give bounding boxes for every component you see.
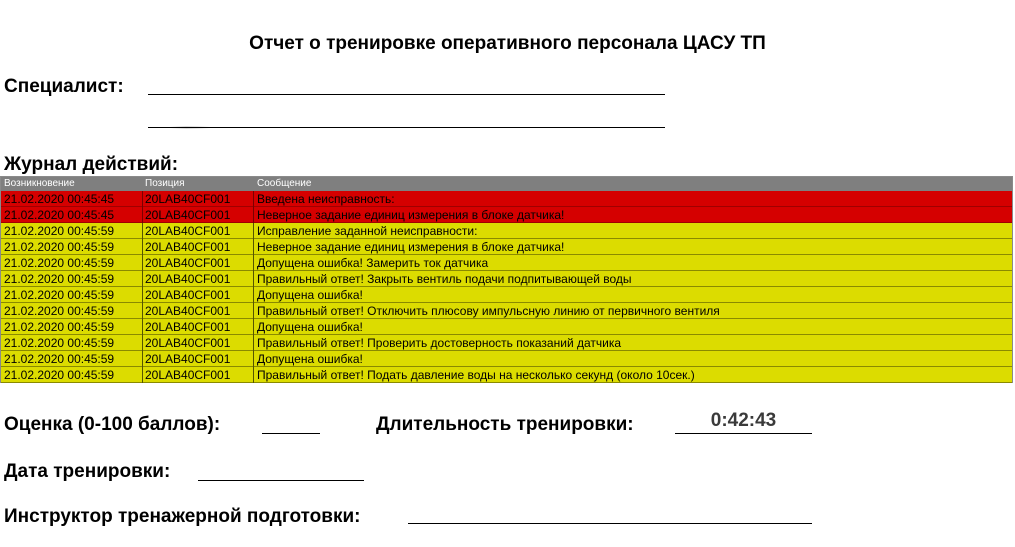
duration-value: 0:42:43 bbox=[710, 410, 777, 431]
column-separator bbox=[142, 255, 143, 271]
instructor-line bbox=[408, 523, 812, 524]
duration-label: Длительность тренировки: bbox=[376, 414, 634, 435]
score-line bbox=[262, 433, 320, 434]
log-cell-time: 21.02.2020 00:45:59 bbox=[4, 336, 115, 350]
log-cell-message: Исправление заданной неисправности: bbox=[257, 224, 478, 238]
log-cell-message: Правильный ответ! Подать давление воды на несколько секунд (около 10сек.) bbox=[257, 368, 695, 382]
column-separator bbox=[142, 271, 143, 287]
column-separator bbox=[142, 207, 143, 223]
column-separator bbox=[142, 191, 143, 207]
column-separator bbox=[142, 287, 143, 303]
log-row[interactable] bbox=[1, 271, 1012, 287]
log-row[interactable] bbox=[1, 223, 1012, 239]
log-cell-message: Неверное задание единиц измерения в блоке датчика! bbox=[257, 208, 565, 222]
log-cell-position: 20LAB40CF001 bbox=[145, 208, 231, 222]
log-cell-position: 20LAB40CF001 bbox=[145, 320, 231, 334]
log-cell-message: Неверное задание единиц измерения в блоке датчика! bbox=[257, 240, 565, 254]
column-separator bbox=[142, 223, 143, 239]
date-label: Дата тренировки: bbox=[4, 461, 171, 482]
log-cell-message: Правильный ответ! Проверить достоверность показаний датчика bbox=[257, 336, 622, 350]
specialist-signature-line bbox=[148, 94, 665, 95]
column-separator bbox=[142, 239, 143, 255]
log-row[interactable] bbox=[1, 335, 1012, 351]
column-separator bbox=[253, 223, 254, 239]
log-cell-position: 20LAB40CF001 bbox=[145, 240, 231, 254]
log-cell-time: 21.02.2020 00:45:45 bbox=[4, 208, 115, 222]
log-row[interactable] bbox=[1, 239, 1012, 255]
date-line bbox=[198, 480, 364, 481]
log-cell-message: Введена неисправность: bbox=[257, 192, 395, 206]
duration-line bbox=[675, 433, 812, 434]
column-separator bbox=[142, 319, 143, 335]
log-cell-time: 21.02.2020 00:45:59 bbox=[4, 368, 115, 382]
log-cell-time: 21.02.2020 00:45:59 bbox=[4, 256, 115, 270]
column-separator bbox=[253, 191, 254, 207]
column-header-message: Сообщение bbox=[257, 178, 312, 189]
column-separator bbox=[253, 287, 254, 303]
specialist-second-line bbox=[148, 127, 665, 128]
log-cell-time: 21.02.2020 00:45:59 bbox=[4, 224, 115, 238]
instructor-label: Инструктор тренажерной подготовки: bbox=[4, 506, 361, 527]
log-cell-message: Правильный ответ! Закрыть вентиль подачи подпитывающей воды bbox=[257, 272, 632, 286]
log-cell-position: 20LAB40CF001 bbox=[145, 368, 231, 382]
column-separator bbox=[253, 367, 254, 383]
column-separator bbox=[142, 335, 143, 351]
column-separator bbox=[253, 319, 254, 335]
log-row[interactable] bbox=[1, 351, 1012, 367]
log-cell-time: 21.02.2020 00:45:59 bbox=[4, 272, 115, 286]
log-cell-position: 20LAB40CF001 bbox=[145, 224, 231, 238]
column-separator bbox=[142, 351, 143, 367]
log-cell-message: Правильный ответ! Отключить плюсову импульсную линию от первичного вентиля bbox=[257, 304, 720, 318]
log-row[interactable] bbox=[1, 287, 1012, 303]
log-header bbox=[1, 177, 1012, 191]
journal-label: Журнал действий: bbox=[4, 154, 179, 175]
log-cell-position: 20LAB40CF001 bbox=[145, 288, 231, 302]
log-cell-time: 21.02.2020 00:45:59 bbox=[4, 288, 115, 302]
log-row[interactable] bbox=[1, 319, 1012, 335]
log-row[interactable] bbox=[1, 191, 1012, 207]
log-cell-time: 21.02.2020 00:45:59 bbox=[4, 352, 115, 366]
column-separator bbox=[253, 271, 254, 287]
report-title: Отчет о тренировке оперативного персонала ЦАСУ ТП bbox=[249, 33, 766, 54]
log-row[interactable] bbox=[1, 303, 1012, 319]
log-cell-message: Допущена ошибка! bbox=[257, 320, 363, 334]
column-separator bbox=[253, 335, 254, 351]
log-cell-message: Допущена ошибка! Замерить ток датчика bbox=[257, 256, 489, 270]
log-cell-position: 20LAB40CF001 bbox=[145, 256, 231, 270]
log-cell-time: 21.02.2020 00:45:59 bbox=[4, 304, 115, 318]
specialist-label: Специалист: bbox=[4, 76, 124, 97]
log-rows bbox=[1, 191, 1012, 383]
column-separator bbox=[142, 303, 143, 319]
score-label: Оценка (0-100 баллов): bbox=[4, 414, 221, 435]
log-row[interactable] bbox=[1, 255, 1012, 271]
column-separator bbox=[142, 367, 143, 383]
log-cell-time: 21.02.2020 00:45:59 bbox=[4, 240, 115, 254]
log-cell-position: 20LAB40CF001 bbox=[145, 304, 231, 318]
log-cell-message: Допущена ошибка! bbox=[257, 288, 363, 302]
log-cell-position: 20LAB40CF001 bbox=[145, 352, 231, 366]
column-separator bbox=[253, 351, 254, 367]
log-row[interactable] bbox=[1, 207, 1012, 223]
log-row[interactable] bbox=[1, 367, 1012, 383]
column-separator bbox=[253, 239, 254, 255]
column-separator bbox=[253, 255, 254, 271]
column-header-position: Позиция bbox=[145, 178, 185, 189]
log-cell-message: Допущена ошибка! bbox=[257, 352, 363, 366]
column-separator bbox=[253, 303, 254, 319]
log-cell-position: 20LAB40CF001 bbox=[145, 336, 231, 350]
log-cell-time: 21.02.2020 00:45:59 bbox=[4, 320, 115, 334]
log-cell-position: 20LAB40CF001 bbox=[145, 272, 231, 286]
log-cell-position: 20LAB40CF001 bbox=[145, 192, 231, 206]
log-cell-time: 21.02.2020 00:45:45 bbox=[4, 192, 115, 206]
column-separator bbox=[253, 207, 254, 223]
column-header-time: Возникновение bbox=[4, 178, 75, 189]
action-log-table[interactable] bbox=[0, 176, 1013, 383]
